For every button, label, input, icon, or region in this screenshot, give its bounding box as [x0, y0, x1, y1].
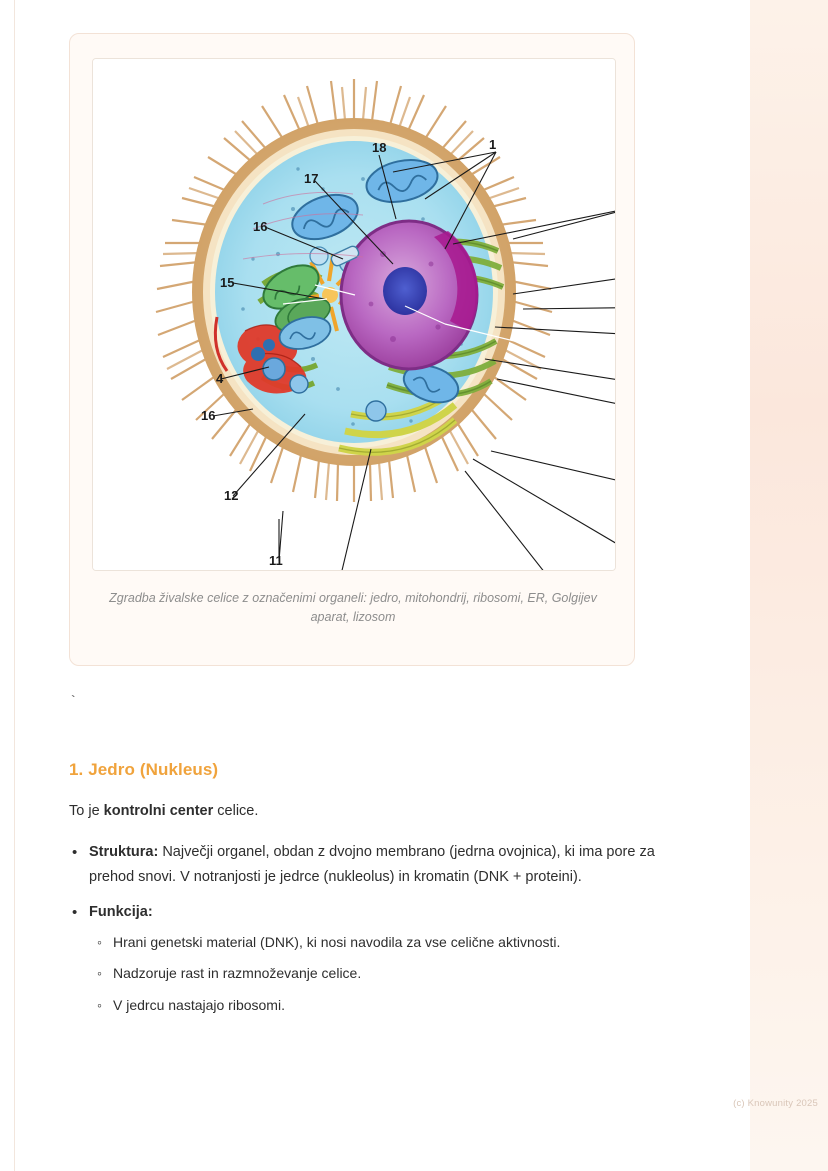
- svg-text:1: 1: [489, 137, 497, 152]
- list-item: ◦ Hrani genetski material (DNK), ki nosi navodila za vse celične aktivnosti.: [113, 931, 669, 953]
- lead-suffix: celice.: [213, 803, 259, 819]
- svg-text:12: 12: [224, 488, 239, 503]
- figure-caption: Zgradba živalske celice z označenimi organeli: jedro, mitohondrij, ribosomi, ER, Golgijev aparat, lizosom: [109, 591, 597, 625]
- sub-bullet-list: [89, 931, 669, 1016]
- bullet-label: Funkcija:: [89, 903, 153, 920]
- list-item: ◦ V jedrcu nastajajo ribosomi.: [113, 994, 669, 1016]
- section-bullet-list: [69, 840, 669, 1026]
- svg-text:4: 4: [216, 371, 224, 386]
- svg-text:16: 16: [201, 408, 216, 423]
- list-item: [89, 840, 669, 890]
- svg-text:15: 15: [220, 275, 235, 290]
- document-content: [14, 0, 744, 1171]
- figure-image-frame: [92, 58, 616, 571]
- bullet-text: Največji organel, obdan z dvojno membrano (jedrna ovojnica), ki ima pore za prehod snovi. V notranjosti je jedrce (nukleolus) in kromatin (DNK + proteini).: [89, 844, 655, 885]
- animal-cell-diagram-image: [93, 59, 615, 570]
- list-item: [89, 900, 669, 1016]
- section-lead-paragraph: [69, 803, 258, 819]
- section-heading: 1. Jedro (Nukleus): [69, 760, 219, 779]
- svg-text:18: 18: [372, 140, 387, 155]
- lead-emphasis: kontrolni center: [103, 803, 214, 819]
- stray-backtick: `: [69, 694, 78, 710]
- copyright-watermark: (c) Knowunity 2025: [733, 1098, 818, 1109]
- lead-prefix: To je: [69, 803, 104, 819]
- svg-text:17: 17: [304, 171, 319, 186]
- bullet-label: Struktura:: [89, 844, 159, 860]
- page-left-margin: [0, 0, 15, 1171]
- list-item: ◦ Nadzoruje rast in razmnoževanje celice.: [113, 962, 669, 984]
- svg-text:11: 11: [269, 553, 283, 568]
- page-right-gutter: [744, 0, 750, 1171]
- figure-card: [69, 33, 635, 666]
- page-right-decorative-rail: [749, 0, 828, 1171]
- svg-text:16: 16: [253, 219, 268, 234]
